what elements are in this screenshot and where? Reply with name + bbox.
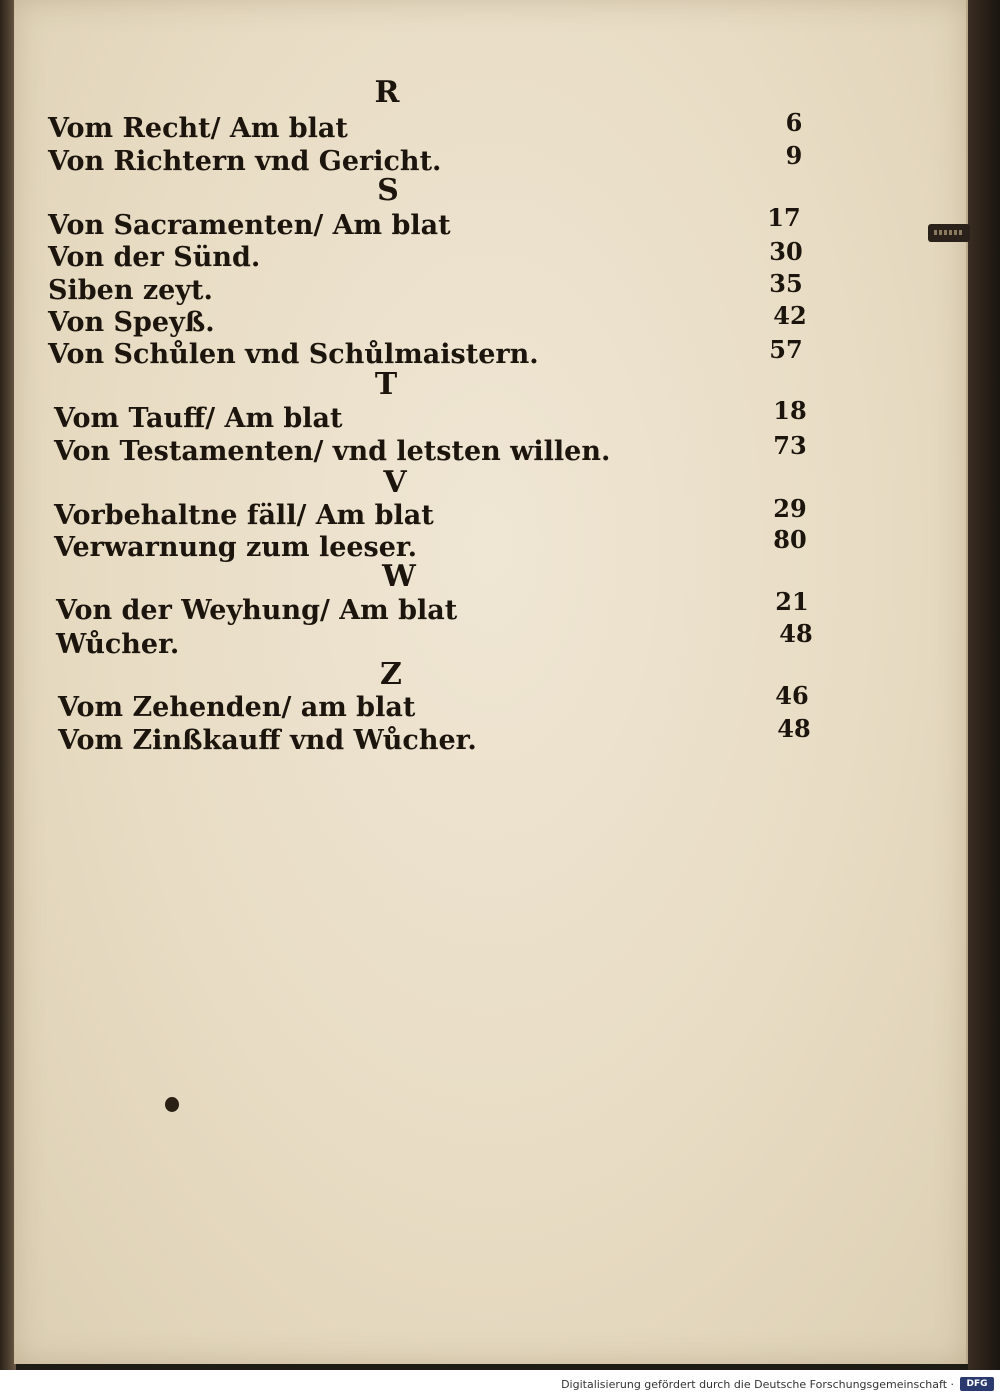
book-cover-edge: [968, 0, 1000, 1370]
entry-title: Von der Weyhung/ Am blat: [56, 595, 458, 626]
entry-page-number: 21: [775, 587, 809, 616]
entry-title: Von Schůlen vnd Schůlmaistern.: [48, 339, 539, 370]
entry-page-number: 17: [767, 203, 801, 232]
entry-title: Von Sacramenten/ Am blat: [48, 210, 451, 241]
entry-title: Verwarnung zum leeser.: [54, 532, 418, 563]
entry-page-number: 46: [775, 681, 809, 710]
entry-title: Von Speyß.: [48, 307, 215, 338]
book-page: [14, 0, 968, 1364]
entry-title: Von Richtern vnd Gericht.: [48, 146, 442, 177]
entry-title: Von der Sünd.: [48, 242, 261, 273]
funding-notice: Digitalisierung gefördert durch die Deutsche Forschungsgemeinschaft ·: [561, 1378, 954, 1391]
entry-title: Vom Recht/ Am blat: [48, 113, 348, 144]
entry-page-number: 29: [773, 494, 807, 523]
entry-page-number: 18: [773, 396, 807, 425]
entry-title: Siben zeyt.: [48, 275, 213, 306]
entry-title: Vom Zehenden/ am blat: [58, 692, 416, 723]
section-letter-v: V: [383, 465, 407, 500]
entry-page-number: 48: [779, 619, 813, 648]
section-letter-r: R: [374, 75, 400, 110]
section-letter-z: Z: [380, 657, 402, 692]
dfg-logo: DFG: [960, 1377, 994, 1391]
entry-page-number: 9: [785, 141, 803, 170]
entry-page-number: 73: [773, 431, 807, 460]
entry-title: Vom Zinßkauff vnd Wůcher.: [58, 725, 477, 756]
entry-title: Wůcher.: [56, 629, 180, 660]
entry-page-number: 48: [777, 714, 811, 743]
entry-page-number: 35: [769, 269, 803, 298]
page-tab-marker: [928, 224, 970, 242]
ink-stain: [165, 1097, 179, 1112]
section-letter-t: T: [374, 367, 398, 402]
entry-page-number: 80: [773, 525, 807, 554]
entry-title: Vom Tauff/ Am blat: [54, 403, 343, 434]
entry-page-number: 57: [769, 335, 803, 364]
entry-page-number: 6: [785, 108, 803, 137]
entry-title: Von Testamenten/ vnd letsten willen.: [54, 436, 611, 467]
entry-title: Vorbehaltne fäll/ Am blat: [54, 500, 434, 531]
entry-page-number: 30: [769, 237, 803, 266]
entry-page-number: 42: [773, 301, 807, 330]
section-letter-s: S: [377, 173, 399, 208]
section-letter-w: W: [382, 559, 416, 594]
footer-bar: [0, 1374, 1000, 1395]
